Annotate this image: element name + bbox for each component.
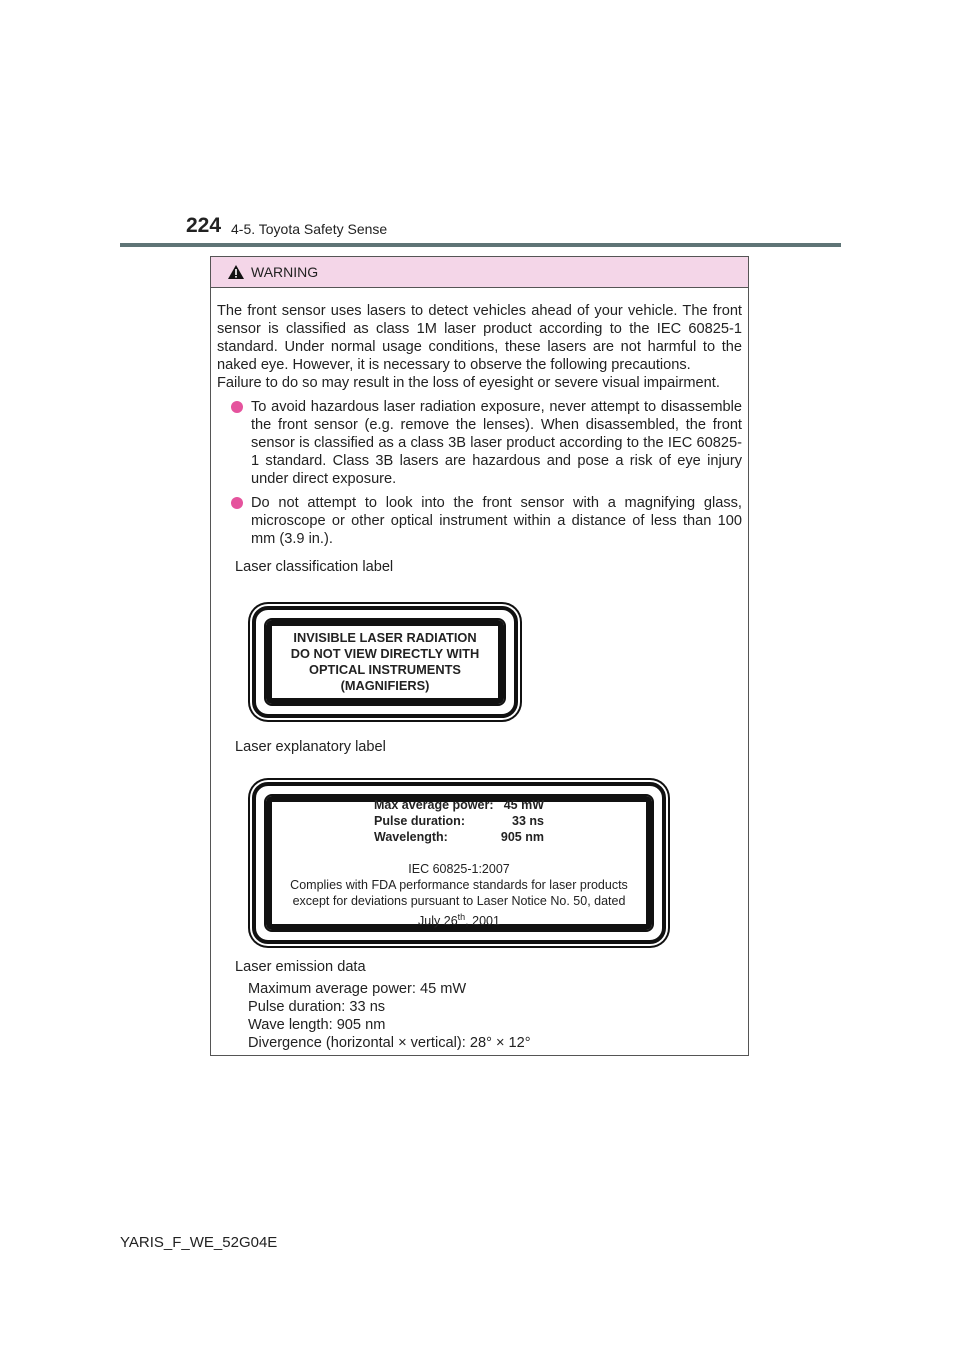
warning-body <box>211 288 748 1052</box>
label-date-year: , 2001 <box>465 914 500 929</box>
section-title: 4-5. Toyota Safety Sense <box>231 221 388 237</box>
emission-line: Wave length: 905 nm <box>248 1017 386 1033</box>
warning-failure: Failure to do so may result in the loss of eyesight or severe visual impairment. <box>217 375 720 391</box>
label-line: DO NOT VIEW DIRECTLY WITH <box>290 646 480 661</box>
emission-line: Maximum average power: 45 mW <box>248 981 467 997</box>
label-row <box>374 797 544 813</box>
header-rule <box>120 243 841 247</box>
classification-label-inner <box>264 618 506 706</box>
label-value: 905 nm <box>500 829 544 844</box>
label-date-text: July 26 <box>418 914 458 929</box>
laser-explanatory-label <box>252 782 666 944</box>
warning-box <box>210 256 749 1056</box>
label-standard: IEC 60825-1:2007 <box>408 861 510 876</box>
bullet-text: Do not attempt to look into the front sensor with a magnifying glass, microscope or other optical instrument within a distance of less than 100 mm (3.9 in.). <box>251 495 742 547</box>
page-number: 224 <box>186 214 222 237</box>
label-line: Complies with FDA performance standards for laser products <box>290 877 628 892</box>
label-date <box>418 909 500 929</box>
label-value: 33 ns <box>512 813 544 828</box>
label-key: Max average power: <box>374 797 494 812</box>
explanatory-caption: Laser explanatory label <box>235 739 386 755</box>
warning-intro: The front sensor uses lasers to detect vehicles ahead of your vehicle. The front sensor is classified as class 1M laser product according to the IEC 60825-1 standard. Under normal usage conditions, these lasers are not harmful to the naked eye. However, it is necessary to observe the following precautions. <box>217 303 742 373</box>
label-date-sup: th <box>457 911 466 922</box>
list-item <box>217 494 742 548</box>
label-row <box>374 829 544 845</box>
warning-icon <box>227 264 245 280</box>
bullet-dot-icon <box>231 401 243 413</box>
bullet-text: To avoid hazardous laser radiation exposure, never attempt to disassemble the front sensor (e.g. remove the lenses). When disassembled, the front sensor is classified as a class 3B laser product according to the IEC 60825-1 standard. Class 3B lasers are hazardous and pose a risk of eye injury under direct exposure. <box>251 399 742 487</box>
emission-caption: Laser emission data <box>235 959 366 975</box>
label-value: 45 mW <box>503 797 544 812</box>
emission-line: Divergence (horizontal × vertical): 28° × 12° <box>248 1035 531 1051</box>
warning-header <box>211 257 748 288</box>
label-key: Pulse duration: <box>374 813 465 828</box>
label-line: INVISIBLE LASER RADIATION <box>293 630 477 645</box>
bullet-dot-icon <box>231 497 243 509</box>
label-line: (MAGNIFIERS) <box>340 678 430 693</box>
document-code: YARIS_F_WE_52G04E <box>120 1234 278 1251</box>
label-line: except for deviations pursuant to Laser Notice No. 50, dated <box>292 893 626 908</box>
label-row <box>374 813 544 829</box>
label-key: Wavelength: <box>374 829 448 844</box>
emission-line: Pulse duration: 33 ns <box>248 999 386 1015</box>
label-line: OPTICAL INSTRUMENTS <box>309 662 461 677</box>
explanatory-label-inner <box>264 794 654 932</box>
laser-classification-label <box>252 606 518 718</box>
list-item <box>217 398 742 488</box>
classification-caption: Laser classification label <box>235 559 394 575</box>
warning-title: WARNING <box>251 264 319 280</box>
